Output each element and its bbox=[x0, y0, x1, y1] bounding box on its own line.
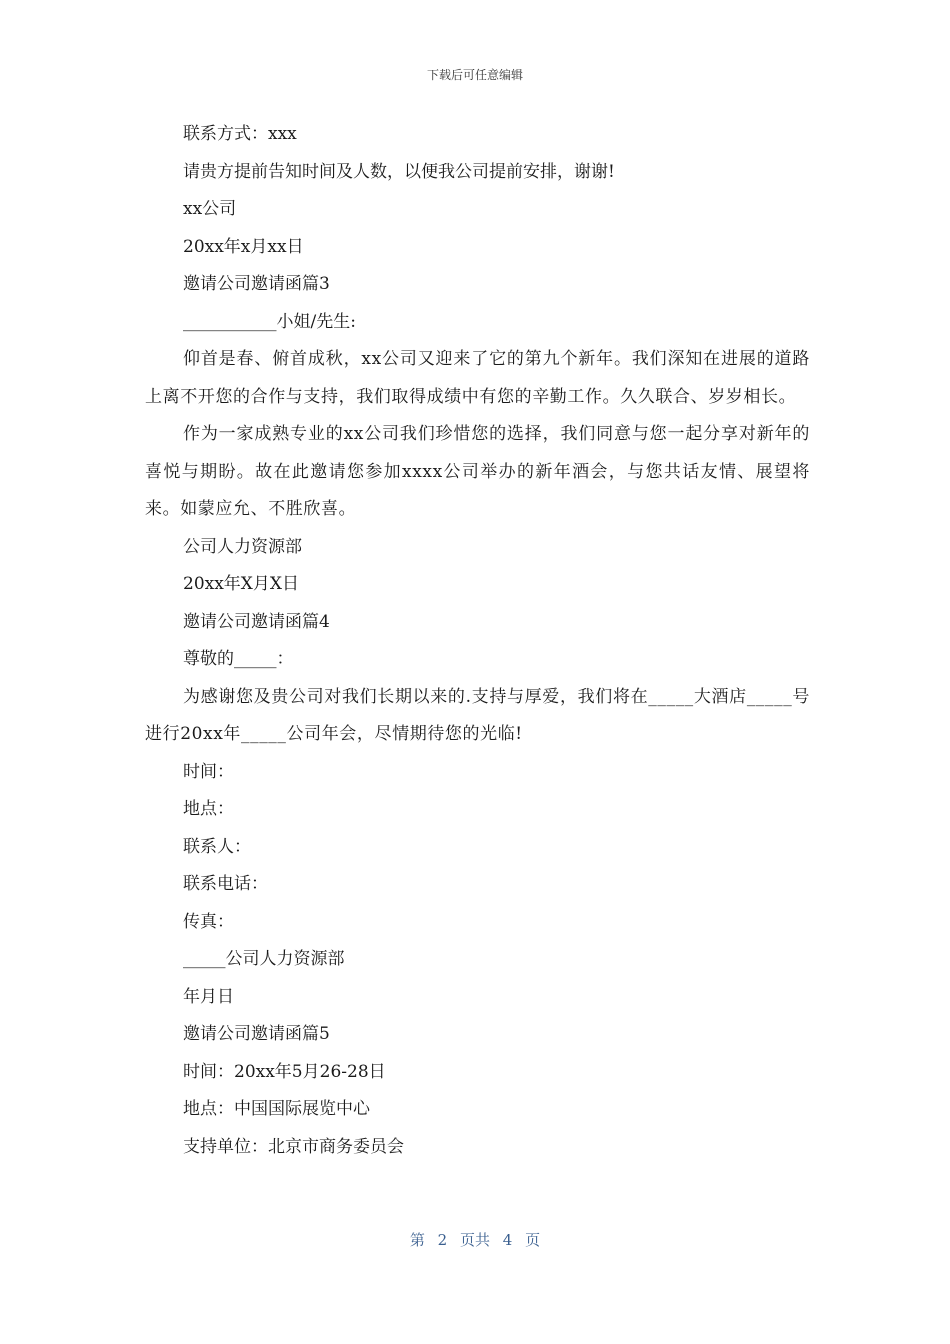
salutation-3: ___________小姐/先生: bbox=[183, 311, 356, 332]
field-time: 时间： bbox=[183, 761, 234, 782]
paragraph-3-1: 仰首是春、俯首成秋，xx公司又迎来了它的第九个新年。我们深知在进展的道路上离不开您的合作与支持，我们取得成绩中有您的辛勤工作。久久联合、岁岁相长。 bbox=[145, 349, 810, 407]
supporting-unit: 支持单位：北京市商务委员会 bbox=[183, 1136, 404, 1157]
document-body bbox=[145, 116, 810, 1166]
field-contact-phone: 联系电话： bbox=[183, 874, 268, 894]
signature-date-4: 年月日 bbox=[183, 986, 234, 1007]
section-title-4: 邀请公司邀请函篇4 bbox=[183, 611, 330, 632]
field-fax: 传真： bbox=[183, 911, 234, 932]
section-title-5: 邀请公司邀请函篇5 bbox=[183, 1024, 330, 1044]
contact-line: 联系方式：xxx bbox=[183, 124, 297, 144]
salutation-4: 尊敬的_____： bbox=[183, 649, 294, 669]
page-number-footer: 第 2 页共 4 页 bbox=[409, 1231, 541, 1249]
signature-department-3: 公司人力资源部 bbox=[183, 536, 302, 557]
signature-date: 20xx年x月xx日 bbox=[183, 236, 304, 257]
field-location: 地点： bbox=[183, 799, 234, 819]
paragraph-4-1: 为感谢您及贵公司对我们长期以来的.支持与厚爱，我们将在_____大酒店_____号进行20xx年_____公司年会，尽情期待您的光临! bbox=[145, 686, 810, 744]
notice-line: 请贵方提前告知时间及人数，以便我公司提前安排，谢谢! bbox=[183, 161, 615, 182]
field-contact-person: 联系人： bbox=[183, 836, 251, 857]
signature-company: xx公司 bbox=[183, 199, 237, 219]
section-title-3: 邀请公司邀请函篇3 bbox=[183, 274, 330, 294]
page-header-note: 下载后可任意编辑 bbox=[426, 68, 523, 82]
signature-date-3: 20xx年X月X日 bbox=[183, 574, 300, 594]
event-location: 地点：中国国际展览中心 bbox=[183, 1099, 370, 1119]
paragraph-3-2: 作为一家成熟专业的xx公司我们珍惜您的选择，我们同意与您一起分享对新年的喜悦与期盼。故在此邀请您参加xxxx公司举办的新年酒会，与您共话友情、展望将来。如蒙应允、不胜欣喜。 bbox=[145, 424, 810, 519]
event-time: 时间：20xx年5月26-28日 bbox=[183, 1061, 386, 1082]
signature-department-4: _____公司人力资源部 bbox=[183, 949, 345, 969]
